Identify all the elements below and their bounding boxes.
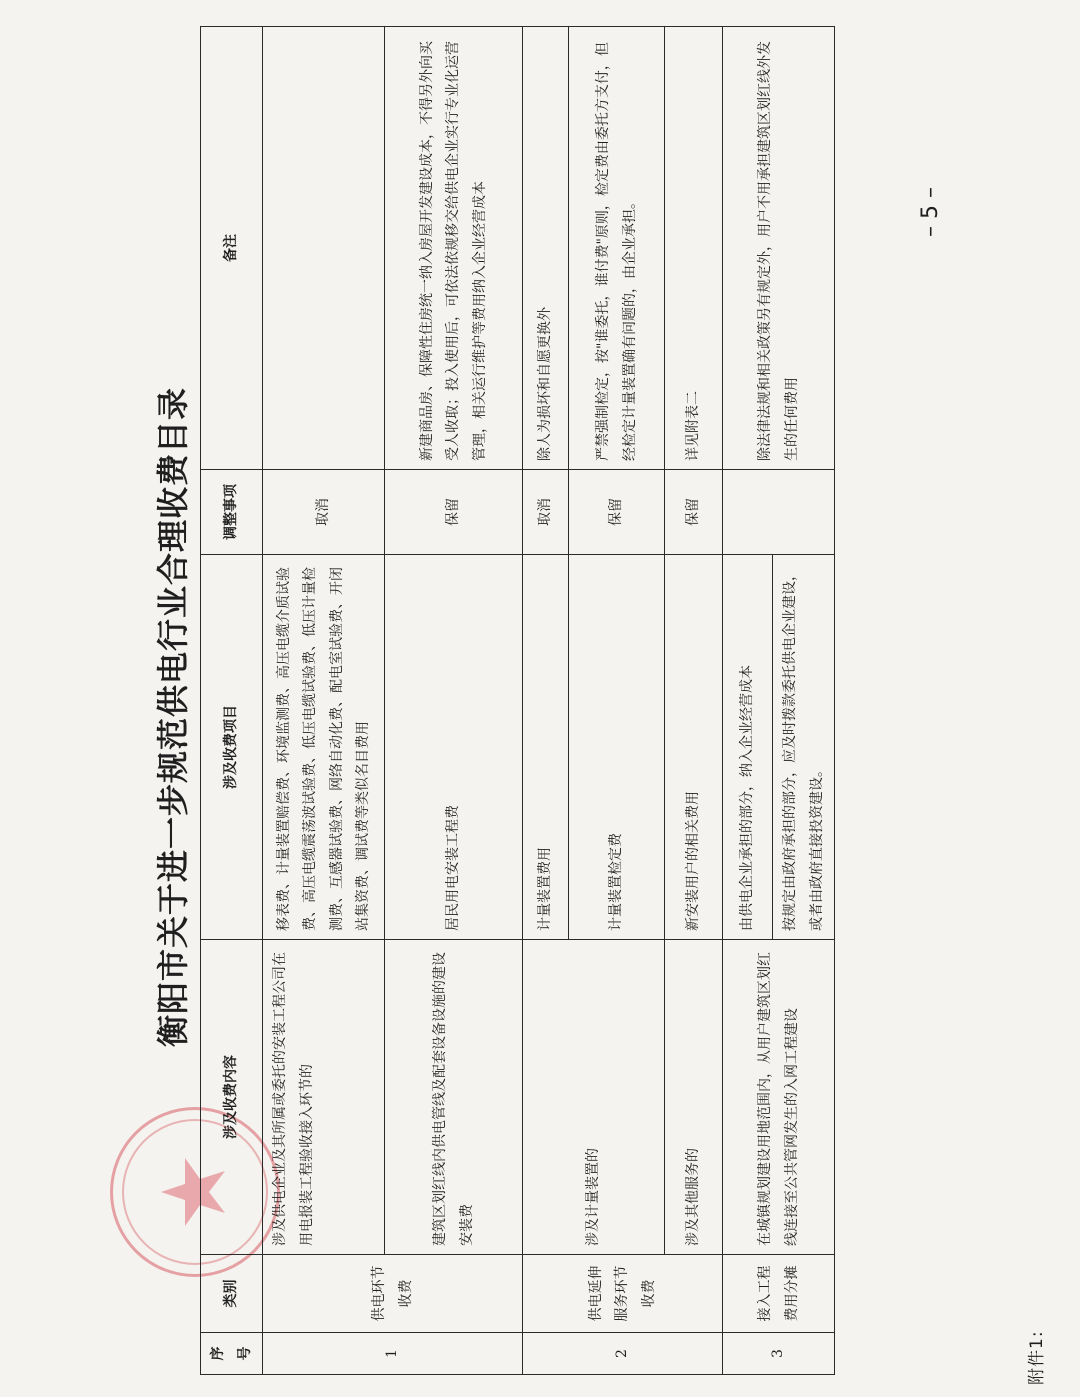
items-cell: 按规定由政府承担的部分，应及时拨款委托供电企业建设，或者由政府直接投资建设。 <box>773 555 835 940</box>
header-category: 类别 <box>201 1255 263 1333</box>
table-row <box>263 27 385 1375</box>
adjust-cell <box>723 470 835 555</box>
content-cell: 建筑区划红线内供电管线及配套设备设施的建设安装费 <box>385 940 523 1255</box>
items-cell: 计量装置费用 <box>523 555 569 940</box>
adjust-cell: 保留 <box>385 470 523 555</box>
seq-cell: 1 <box>263 1333 523 1375</box>
category-cell: 接入工程费用分摊 <box>723 1255 835 1333</box>
table-row <box>723 27 773 1375</box>
page-title: 衡阳市关于进一步规范供电行业合理收费目录 <box>154 386 192 1047</box>
remark-cell <box>263 27 385 470</box>
table-row <box>523 27 569 1375</box>
fee-catalog-table <box>200 26 835 1375</box>
header-remark: 备注 <box>201 27 263 470</box>
seq-cell: 2 <box>523 1333 723 1375</box>
remark-cell: 详见附表二 <box>665 27 723 470</box>
adjust-cell: 取消 <box>263 470 385 555</box>
content-cell: 涉及供电企业及其所属或委托的安装工程公司在用电报装工程验收接入环节的 <box>263 940 385 1255</box>
table-header-row <box>201 27 263 1375</box>
content-cell: 涉及计量装置的 <box>523 940 665 1255</box>
adjust-cell: 保留 <box>665 470 723 555</box>
table-row <box>665 27 723 1375</box>
adjust-cell: 保留 <box>569 470 665 555</box>
attachment-label: 附件1: <box>1027 1330 1047 1385</box>
remark-cell: 除法律法规和相关政策另有规定外，用户不用承担建筑区划红线外发生的任何费用 <box>723 27 835 470</box>
header-seq: 序号 <box>201 1333 263 1375</box>
header-content: 涉及收费内容 <box>201 940 263 1255</box>
items-cell: 由供电企业承担的部分，纳入企业经营成本 <box>723 555 773 940</box>
category-cell: 供电环节收费 <box>263 1255 523 1333</box>
content-cell: 涉及其他服务的 <box>665 940 723 1255</box>
remark-cell: 严禁强制检定，按"谁委托，谁付费"原则，检定费由委托方支付，但经检定计量装置确有问题的，由企业承担。 <box>569 27 665 470</box>
seq-cell: 3 <box>723 1333 835 1375</box>
items-cell: 居民用电安装工程费 <box>385 555 523 940</box>
content-cell: 在城镇规划建设用地范围内，从用户建筑区划红线连接至公共管网发生的入网工程建设 <box>723 940 835 1255</box>
adjust-cell: 取消 <box>523 470 569 555</box>
items-cell: 移表费、计量装置赔偿费、环境监测费、高压电缆介质试验费、高压电缆震荡波试验费、低压电缆试验费、低压计量检测费、互感器试验费、网络自动化费、配电室试验费、开闭站集资费、调试费等类似名目费用 <box>263 555 385 940</box>
items-cell: 计量装置检定费 <box>569 555 665 940</box>
category-cell: 供电延伸服务环节收费 <box>523 1255 723 1333</box>
table-row <box>385 27 523 1375</box>
header-adjust: 调整事项 <box>201 470 263 555</box>
remark-cell: 除人为损坏和自愿更换外 <box>523 27 569 470</box>
page-number: – 5 – <box>918 187 943 237</box>
remark-cell: 新建商品房、保障性住房统一纳入房屋开发建设成本，不得另外向买受人收取；投入使用后，可依法依规移交给供电企业实行专业化运营管理，相关运行维护等费用纳入企业经营成本 <box>385 27 523 470</box>
header-items: 涉及收费项目 <box>201 555 263 940</box>
items-cell: 新安装用户的相关费用 <box>665 555 723 940</box>
